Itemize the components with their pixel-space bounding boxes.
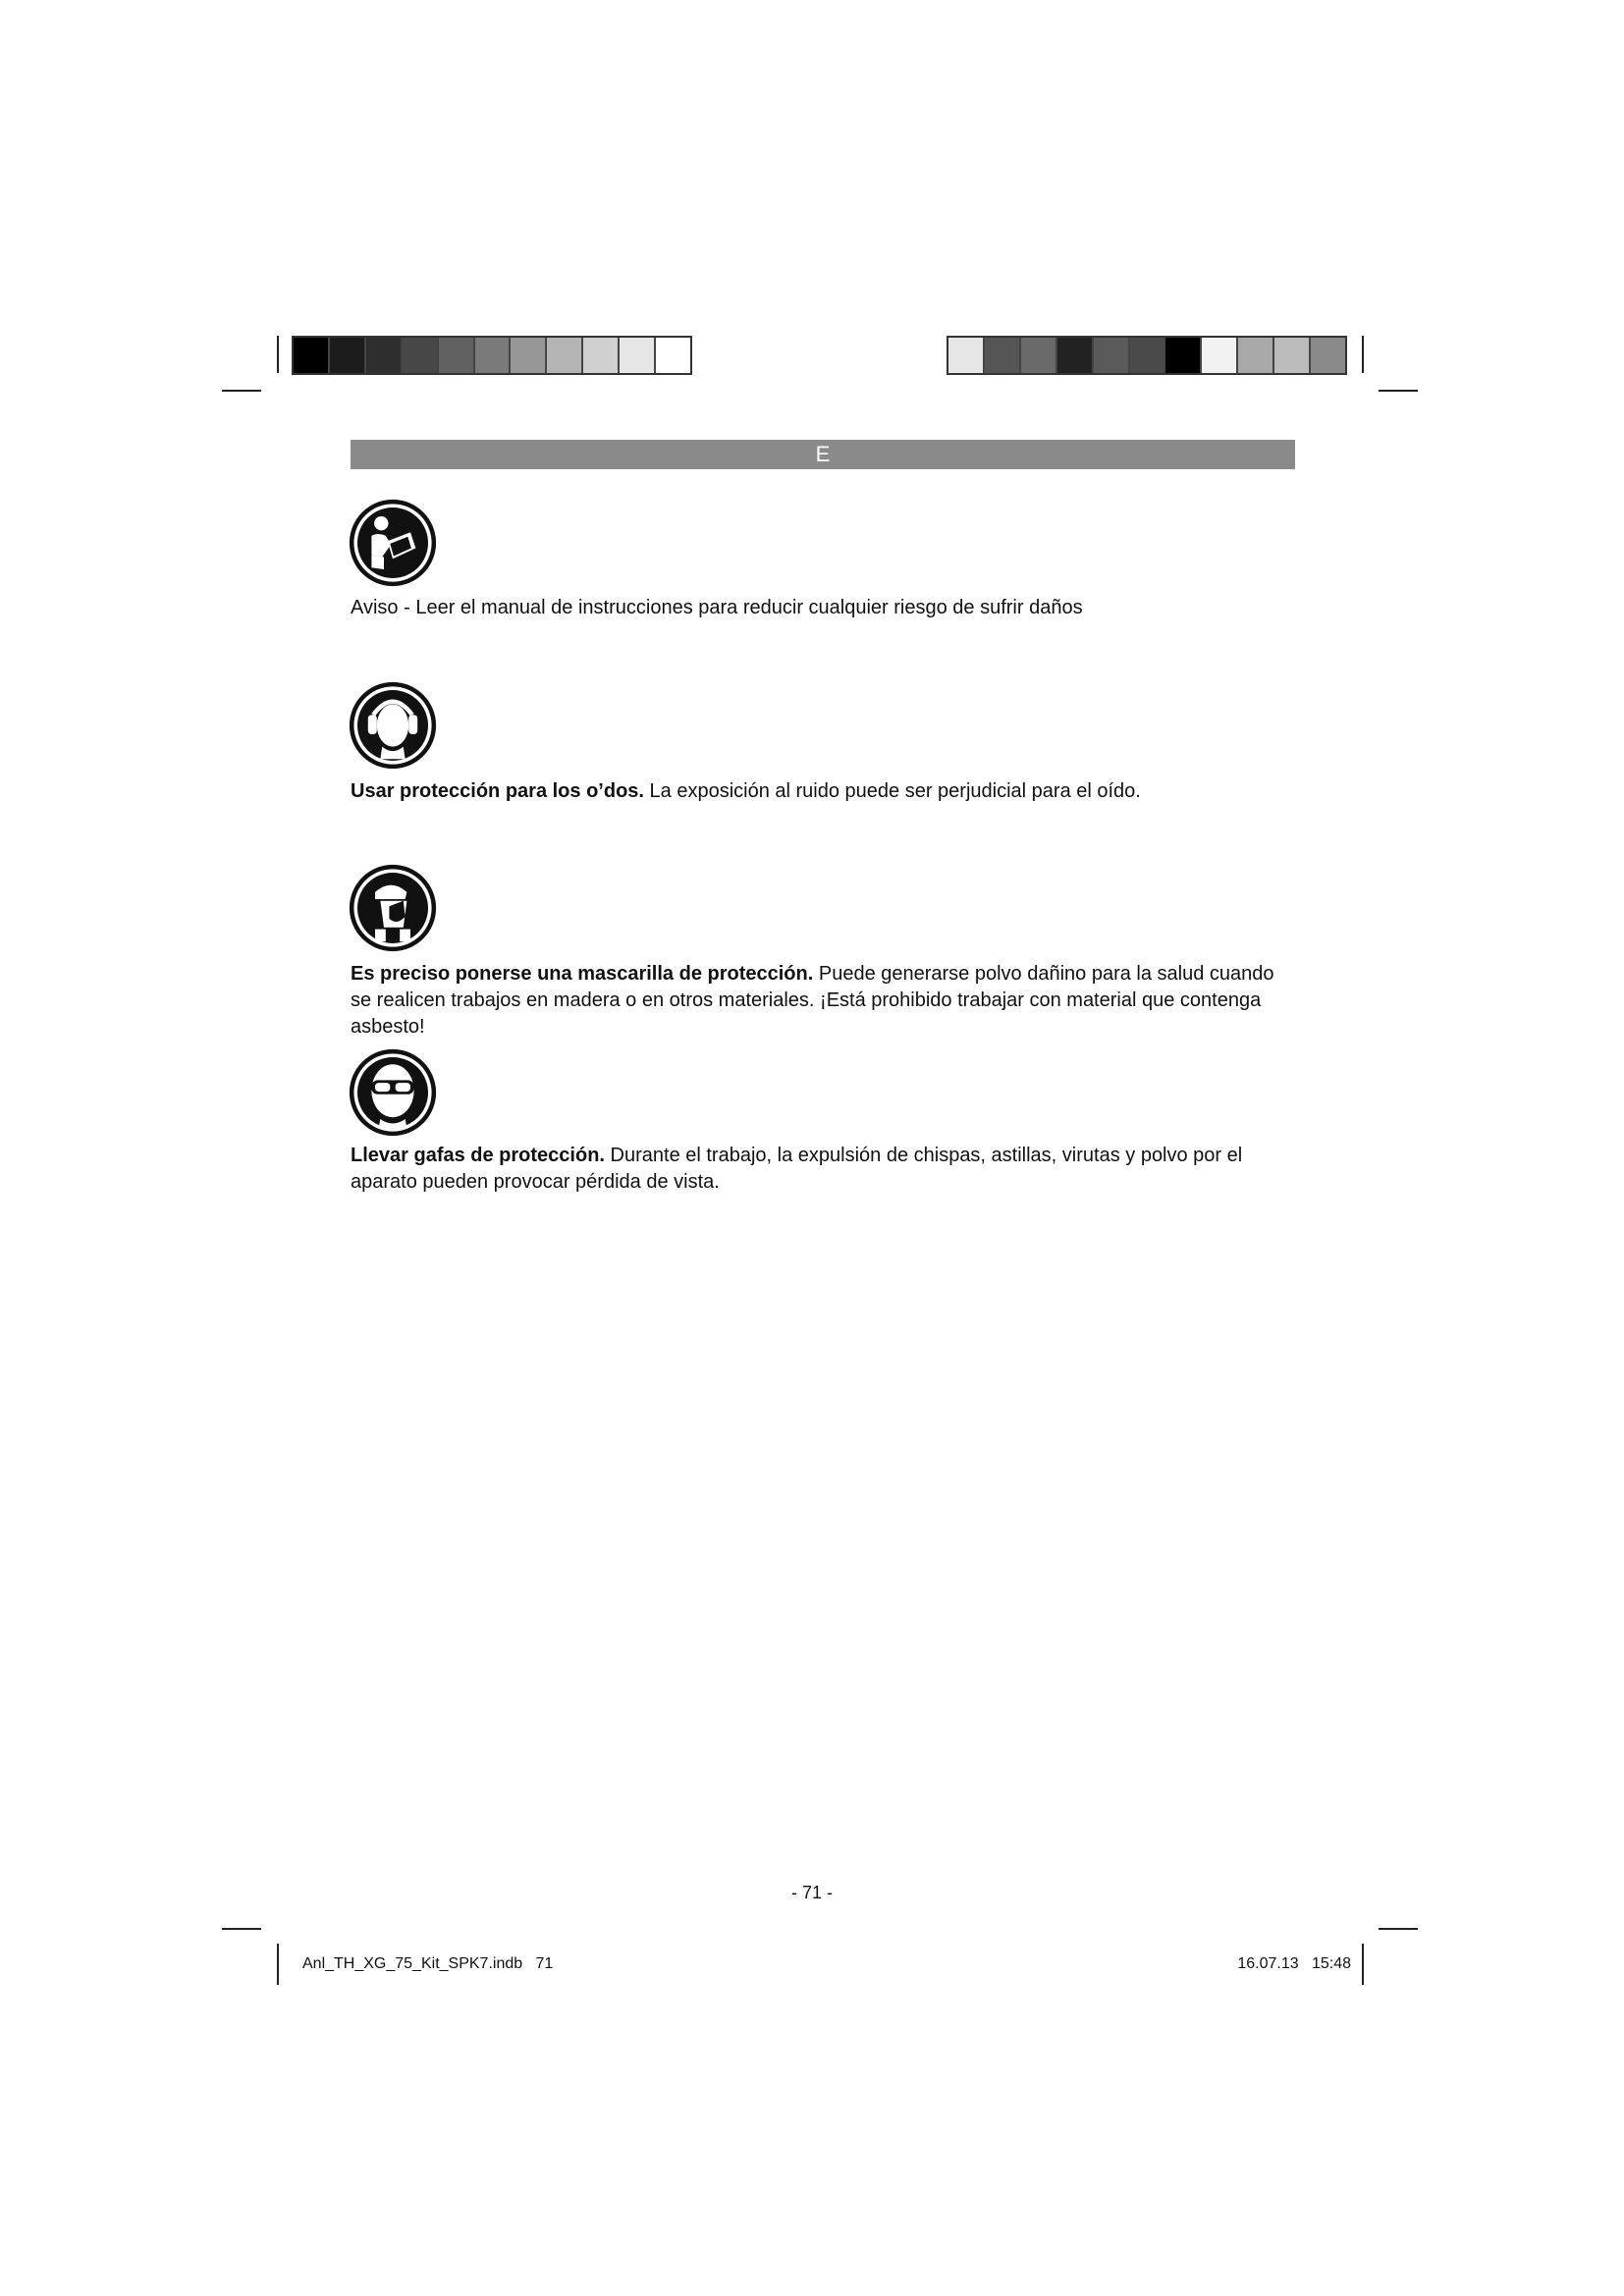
color-swatch: [583, 338, 620, 373]
crop-mark-top-right-vertical: [1362, 336, 1364, 373]
warning-text: Puede generarse polvo dañino para la salud cuando se realicen trabajos en madera o en otros materiales. ¡Está prohibido trabajar con material que contenga asbesto!: [351, 963, 1274, 1038]
color-swatch: [985, 338, 1021, 373]
color-swatch: [547, 338, 583, 373]
warning-bold: Es preciso ponerse una mascarilla de protección.: [351, 963, 814, 985]
crop-mark-top-right-horizontal: [1379, 390, 1418, 392]
crop-mark-bottom-right-vertical: [1362, 1944, 1364, 1985]
color-swatch: [656, 338, 690, 373]
color-swatch: [1130, 338, 1166, 373]
warning-safety-goggles: [351, 1143, 1293, 1196]
footer-timestamp: [1237, 1955, 1351, 1973]
page-number: - 71 -: [790, 1883, 833, 1902]
warning-text: La exposición al ruido puede ser perjudicial para el oído.: [643, 780, 1141, 802]
color-swatch: [439, 338, 475, 373]
crop-mark-bottom-right-horizontal: [1379, 1928, 1418, 1930]
crop-mark-top-left-horizontal: [222, 390, 261, 392]
color-swatch: [620, 338, 656, 373]
ear-protection-icon: [349, 681, 437, 770]
color-swatch: [1057, 338, 1094, 373]
crop-mark-bottom-left-horizontal: [222, 1928, 261, 1930]
footer-file-page: 71: [535, 1955, 554, 1972]
color-swatch: [1238, 338, 1274, 373]
warning-text: Aviso - Leer el manual de instrucciones para reducir cualquier riesgo de sufrir daños: [351, 597, 1083, 618]
color-swatch: [366, 338, 403, 373]
safety-goggles-icon: [349, 1048, 437, 1137]
color-swatch: [403, 338, 439, 373]
right-color-calibration-bar: [947, 336, 1347, 375]
crop-mark-bottom-left-vertical: [277, 1944, 279, 1985]
warning-bold: Usar protección para los o’dos.: [351, 780, 644, 802]
color-swatch: [1094, 338, 1130, 373]
warning-bold: Llevar gafas de protección.: [351, 1145, 605, 1166]
crop-mark-top-left-vertical: [277, 336, 279, 373]
color-swatch: [294, 338, 330, 373]
color-swatch: [475, 338, 512, 373]
color-swatch: [511, 338, 547, 373]
warning-text: Durante el trabajo, la expulsión de chispas, astillas, virutas y polvo por el aparato pueden provocar pérdida de vista.: [351, 1145, 1243, 1193]
section-letter: E: [815, 442, 831, 466]
read-manual-icon: [349, 499, 437, 587]
color-swatch: [1021, 338, 1057, 373]
warning-read-manual: [351, 595, 1293, 621]
dust-mask-icon: [349, 864, 437, 952]
warning-dust-mask: [351, 961, 1293, 1041]
footer-file-info: [302, 1955, 553, 1973]
color-swatch: [1202, 338, 1238, 373]
section-header-bar: [351, 440, 1295, 469]
footer-date: 16.07.13: [1237, 1955, 1299, 1972]
color-swatch: [1165, 338, 1202, 373]
color-swatch: [1274, 338, 1311, 373]
footer-file-name: Anl_TH_XG_75_Kit_SPK7.indb: [302, 1955, 523, 1972]
color-swatch: [1311, 338, 1345, 373]
left-color-calibration-bar: [292, 336, 692, 375]
footer-time: 15:48: [1311, 1955, 1351, 1972]
color-swatch: [330, 338, 366, 373]
color-swatch: [948, 338, 985, 373]
warning-ear-protection: [351, 778, 1293, 805]
